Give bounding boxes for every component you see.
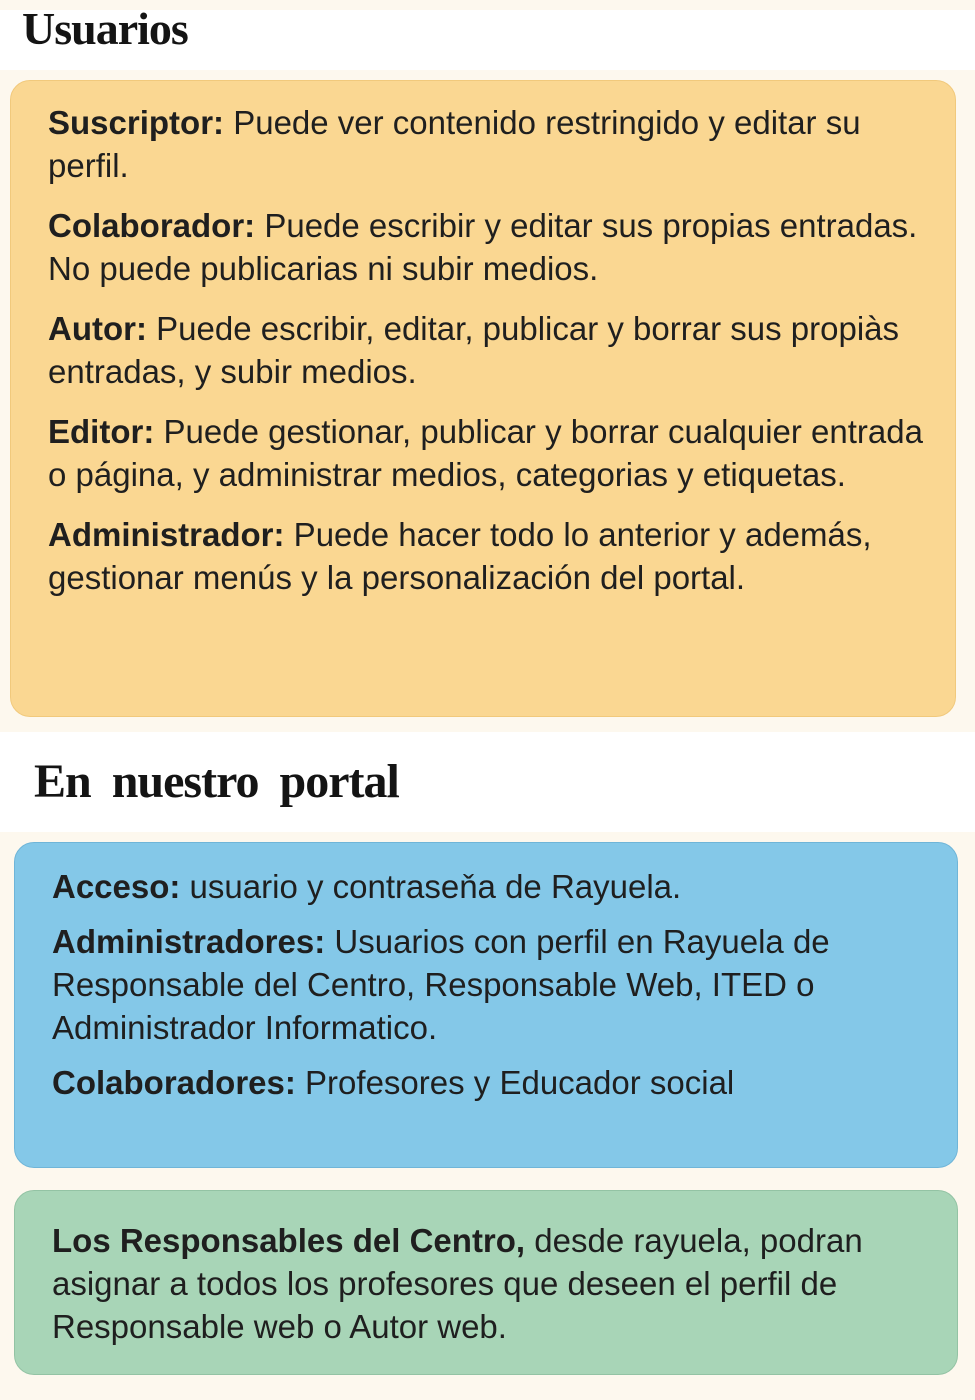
portal-item-colaboradores [52, 1061, 927, 1104]
note-text [52, 1219, 927, 1348]
role-label: Suscriptor: [48, 104, 225, 141]
role-autor [48, 307, 925, 393]
role-suscriptor [48, 101, 925, 187]
role-administrador [48, 513, 925, 599]
section-title-usuarios: Usuarios [22, 3, 188, 54]
note-card [14, 1190, 958, 1375]
portal-item-acceso [52, 865, 927, 908]
role-label: Autor: [48, 310, 147, 347]
role-editor [48, 410, 925, 496]
role-label: Colaborador: [48, 207, 256, 244]
roles-card [10, 80, 956, 717]
role-label: Administrador: [48, 516, 285, 553]
portal-item-label: Administradores: [52, 923, 326, 960]
role-description: Puede gestionar, publicar y borrar cualquier entrada o página, y administrar medios, categorias y etiquetas. [48, 413, 923, 493]
section-title-portal: En nuestro portal [34, 755, 399, 808]
role-description: Puede escribir, editar, publicar y borrar sus propiàs entradas, y subir medios. [48, 310, 900, 390]
role-description: Puede escribir y editar sus propias entradas. No puede publicarias ni subir medios. [48, 207, 918, 287]
role-description: Puede hacer todo lo anterior y además, gestionar menús y la personalización del portal. [48, 516, 872, 596]
portal-item-administradores [52, 920, 927, 1049]
portal-item-label: Acceso: [52, 868, 181, 905]
note-label: Los Responsables del Centro, [52, 1222, 526, 1259]
role-label: Editor: [48, 413, 155, 450]
note-description: desde rayuela, podran asignar a todos los profesores que deseen el perfil de Responsable web o Autor web. [52, 1222, 863, 1345]
role-description: Puede ver contenido restringido y editar su perfil. [48, 104, 861, 184]
role-colaborador [48, 204, 925, 290]
portal-item-description: usuario y contraseňa de Rayuela. [180, 868, 682, 905]
portal-card [14, 842, 958, 1168]
portal-item-description: Usuarios con perfil en Rayuela de Responsable del Centro, Responsable Web, ITED o Administrador Informatico. [52, 923, 830, 1046]
portal-item-description: Profesores y Educador social [295, 1064, 735, 1101]
portal-item-label: Colaboradores: [52, 1064, 296, 1101]
